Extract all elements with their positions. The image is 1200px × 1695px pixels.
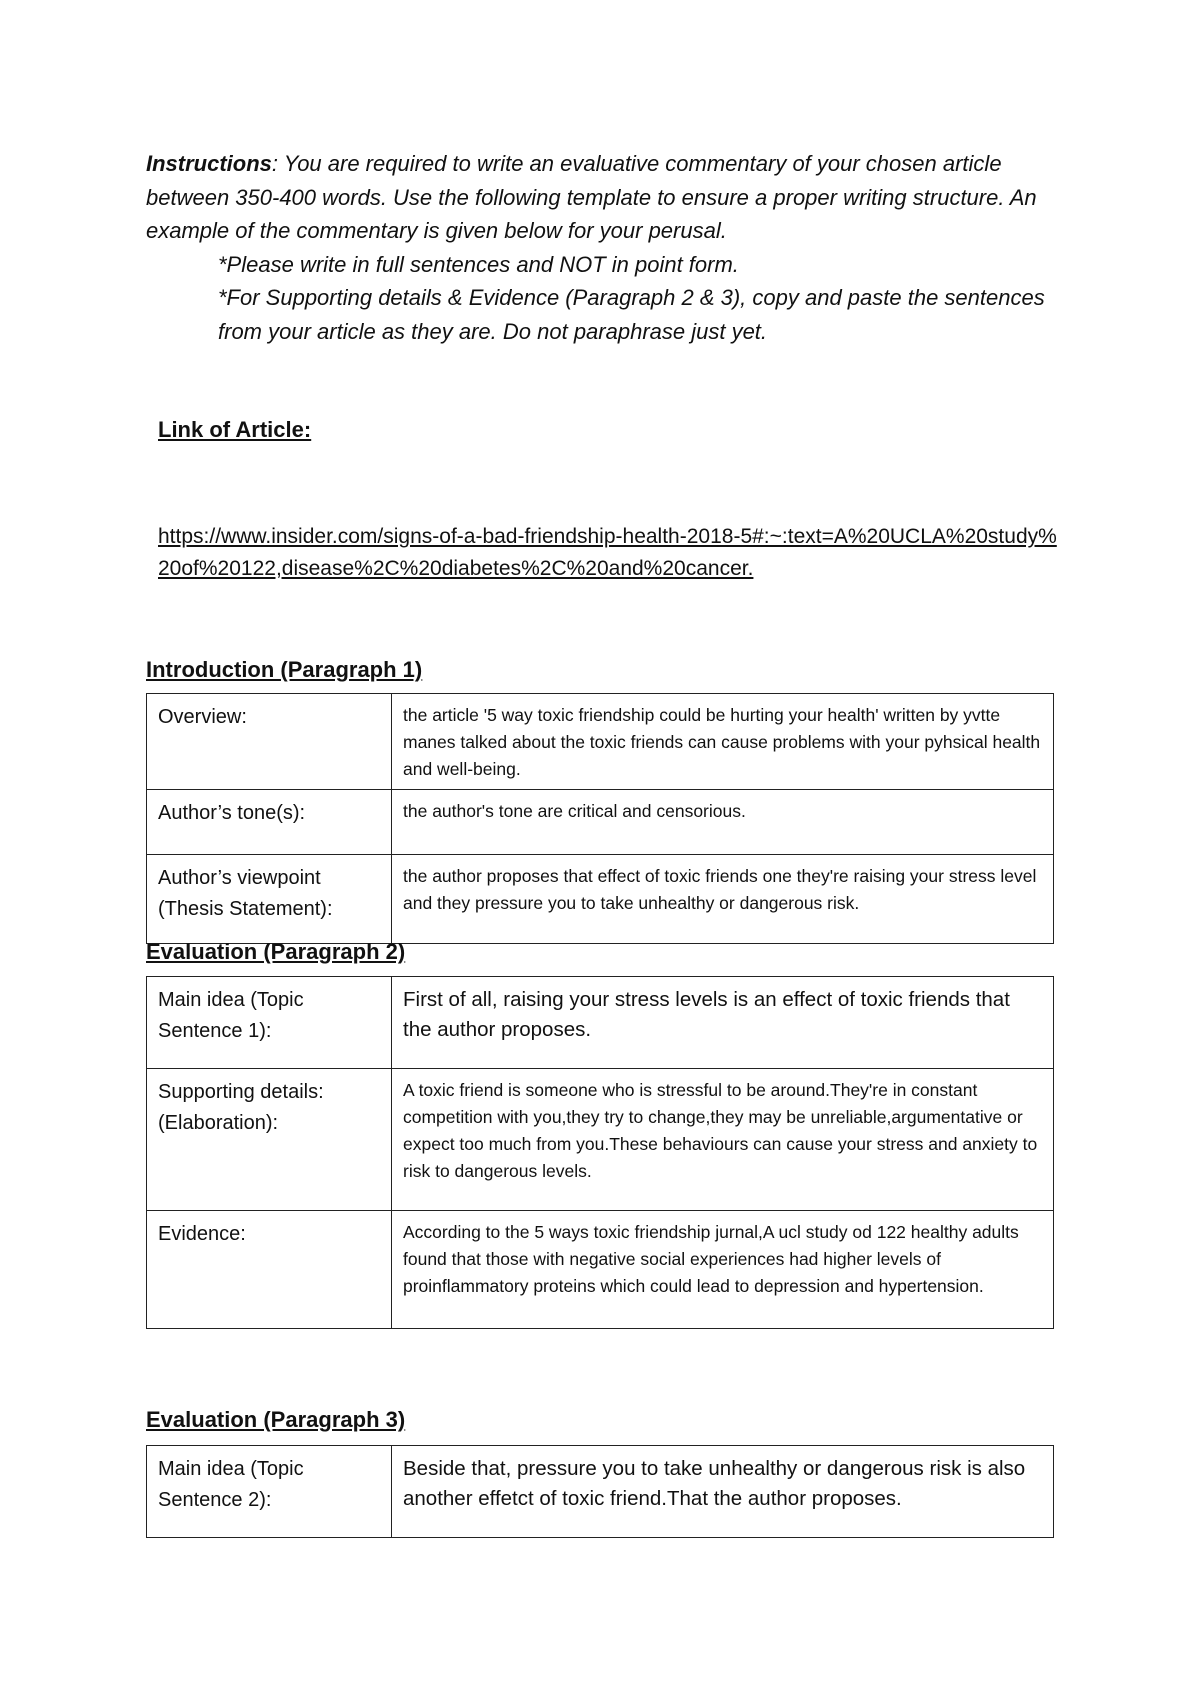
row-value: the article '5 way toxic friendship could be hurting your health' written by yvtte manes talked about the toxic friends can cause problems with your pyhsical health and well-being. [392, 694, 1054, 790]
instructions-text: : You are required to write an evaluative commentary of your chosen article between 350-400 words. Use the following template to ensure a proper writing structure. An example of the commentary is given below for your perusal. [146, 151, 1037, 243]
row-value: the author's tone are critical and censorious. [392, 790, 1054, 855]
row-label: Author’s tone(s): [147, 790, 392, 855]
instructions-note-supporting-details: *For Supporting details & Evidence (Paragraph 2 & 3), copy and paste the sentences from your article as they are. Do not paraphrase just yet. [218, 285, 1045, 344]
table-row [147, 1069, 1054, 1211]
table-row [147, 694, 1054, 790]
row-label: Author’s viewpoint (Thesis Statement): [147, 855, 392, 944]
row-value: the author proposes that effect of toxic friends one they're raising your stress level and they pressure you to take unhealthy or dangerous risk. [392, 855, 1054, 944]
evaluation-paragraph-3-table [146, 1445, 1054, 1538]
row-label: Supporting details: (Elaboration): [147, 1069, 392, 1211]
table-row [147, 790, 1054, 855]
evaluation-paragraph-2-heading: Evaluation (Paragraph 2) [146, 939, 406, 964]
row-label: Evidence: [147, 1211, 392, 1329]
table-row [147, 977, 1054, 1069]
row-value: Beside that, pressure you to take unhealthy or dangerous risk is also another effetct of toxic friend.That the author proposes. [392, 1446, 1054, 1538]
row-value: First of all, raising your stress levels is an effect of toxic friends that the author proposes. [392, 977, 1054, 1069]
introduction-table [146, 693, 1054, 944]
table-row [147, 855, 1054, 944]
link-of-article-heading: Link of Article: [158, 417, 312, 442]
table-row [147, 1446, 1054, 1538]
row-value: A toxic friend is someone who is stressful to be around.They're in constant competition with you,they try to change,they may be unreliable,argumentative or expect too much from you.These behaviours can cause your stress and anxiety to risk to dangerous levels. [392, 1069, 1054, 1211]
row-value: According to the 5 ways toxic friendship jurnal,A ucl study od 122 healthy adults found that those with negative social experiences had higher levels of proinflammatory proteins which could lead to depression and hypertension. [392, 1211, 1054, 1329]
article-link[interactable]: https://www.insider.com/signs-of-a-bad-friendship-health-2018-5#:~:text=A%20UCLA%20study%20of%20122,disease%2C%20diabetes%2C%20and%20cancer. [158, 525, 1057, 580]
row-label: Main idea (Topic Sentence 2): [147, 1446, 392, 1538]
row-label: Main idea (Topic Sentence 1): [147, 977, 392, 1069]
instructions-lead: Instructions [146, 151, 272, 176]
evaluation-paragraph-2-table [146, 976, 1054, 1329]
evaluation-paragraph-3-heading: Evaluation (Paragraph 3) [146, 1407, 406, 1432]
table-row [147, 1211, 1054, 1329]
row-label: Overview: [147, 694, 392, 790]
instructions-block [146, 147, 1061, 348]
instructions-note-full-sentences: *Please write in full sentences and NOT in point form. [218, 251, 739, 277]
introduction-heading: Introduction (Paragraph 1) [146, 657, 423, 682]
